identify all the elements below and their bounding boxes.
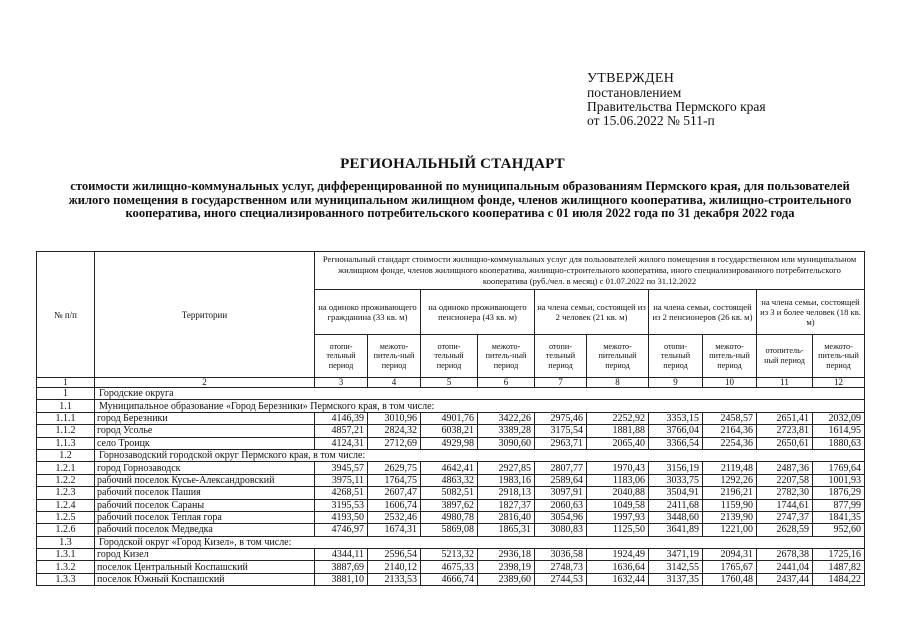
cost-value: 2963,71 (535, 437, 587, 449)
table-row (37, 437, 865, 449)
cost-value: 3142,55 (649, 561, 703, 573)
column-number: 4 (368, 378, 421, 388)
column-number: 7 (535, 378, 587, 388)
cost-value: 3080,83 (535, 524, 587, 536)
cost-value: 2936,18 (478, 549, 535, 561)
cost-value: 1487,82 (813, 561, 865, 573)
section-row (37, 536, 865, 548)
territory-name: село Троицк (95, 437, 315, 449)
cost-value: 2441,04 (757, 561, 813, 573)
document-subtitle: стоимости жилищно-коммунальных услуг, дифференцированной по муниципальным образованиям Пермского края, для пользователей жилого помещения в государственном или муниципальном жилищном фонде, членов жилищного кооператива, жилищно-строительного кооператива, иного специализированного потребительского кооператива с 01 июля 2022 года по 31 декабря 2022 года (68, 179, 852, 220)
territory-name: поселок Центральный Коспашский (95, 561, 315, 573)
cost-value: 1614,95 (813, 425, 865, 437)
territory-name: рабочий поселок Медведка (95, 524, 315, 536)
section-title: Горнозаводский городской округ Пермского края, в том числе: (95, 449, 865, 461)
cost-value: 5213,32 (421, 549, 478, 561)
cost-value: 2607,47 (368, 487, 421, 499)
cost-value: 1970,43 (587, 462, 649, 474)
cost-value: 1484,22 (813, 573, 865, 585)
table-row (37, 524, 865, 536)
cost-value: 4746,97 (315, 524, 368, 536)
cost-value: 1983,16 (478, 474, 535, 486)
cost-value: 3036,58 (535, 549, 587, 561)
row-code: 1.3 (37, 536, 95, 548)
column-number-row (37, 378, 865, 388)
header-period: межото-пительный период (587, 335, 649, 378)
section-title: Муниципальное образование «Город Березники» Пермского края, в том числе: (95, 400, 865, 412)
cost-value: 3389,28 (478, 425, 535, 437)
territory-name: поселок Южный Коспашский (95, 573, 315, 585)
cost-value: 2207,58 (757, 474, 813, 486)
cost-value: 2782,30 (757, 487, 813, 499)
table-row (37, 474, 865, 486)
cost-value: 2252,92 (587, 412, 649, 424)
cost-value: 1769,64 (813, 462, 865, 474)
cost-value: 6038,21 (421, 425, 478, 437)
cost-value: 2678,38 (757, 549, 813, 561)
cost-value: 4863,32 (421, 474, 478, 486)
cost-value: 5869,08 (421, 524, 478, 536)
cost-value: 3137,35 (649, 573, 703, 585)
header-period: отопи-тельный период (315, 335, 368, 378)
cost-value: 4675,33 (421, 561, 478, 573)
cost-value: 3353,15 (649, 412, 703, 424)
cost-value: 2060,63 (535, 499, 587, 511)
column-number: 9 (649, 378, 703, 388)
cost-value: 1760,48 (703, 573, 757, 585)
cost-value: 2748,73 (535, 561, 587, 573)
cost-value: 2094,31 (703, 549, 757, 561)
header-period: межото-питель-ный период (703, 335, 757, 378)
cost-value: 1125,50 (587, 524, 649, 536)
column-number: 8 (587, 378, 649, 388)
cost-value: 2747,37 (757, 511, 813, 523)
section-title: Городской округ «Город Кизел», в том числе: (95, 536, 865, 548)
row-code: 1.2.3 (37, 487, 95, 499)
table-row (37, 487, 865, 499)
territory-name: рабочий поселок Пашия (95, 487, 315, 499)
row-code: 1.2.2 (37, 474, 95, 486)
cost-value: 1924,49 (587, 549, 649, 561)
cost-value: 3945,57 (315, 462, 368, 474)
cost-value: 4193,50 (315, 511, 368, 523)
section-row (37, 449, 865, 461)
table-row (37, 549, 865, 561)
cost-value: 3366,54 (649, 437, 703, 449)
cost-value: 952,60 (813, 524, 865, 536)
section-row (37, 400, 865, 412)
column-number: 11 (757, 378, 813, 388)
cost-value: 4666,74 (421, 573, 478, 585)
table-row (37, 499, 865, 511)
cost-value: 4901,76 (421, 412, 478, 424)
cost-value: 2458,57 (703, 412, 757, 424)
cost-value: 2975,46 (535, 412, 587, 424)
cost-value: 3881,10 (315, 573, 368, 585)
table-row (37, 561, 865, 573)
header-territory: Территории (95, 252, 315, 378)
header-period: межото-питель-ный период (813, 335, 865, 378)
cost-value: 4146,39 (315, 412, 368, 424)
cost-value: 3097,91 (535, 487, 587, 499)
cost-value: 2629,75 (368, 462, 421, 474)
cost-value: 1636,64 (587, 561, 649, 573)
row-code: 1.2.5 (37, 511, 95, 523)
territory-name: город Березники (95, 412, 315, 424)
row-code: 1 (37, 388, 95, 400)
cost-value: 3195,53 (315, 499, 368, 511)
table-row (37, 573, 865, 585)
header-category: на члена семьи, состоящей из 2 человек (21 кв. м) (535, 290, 649, 335)
approval-block (587, 72, 887, 128)
section-row (37, 388, 865, 400)
cost-value: 2816,40 (478, 511, 535, 523)
cost-value: 1725,16 (813, 549, 865, 561)
header-period: отопи-тельный период (421, 335, 478, 378)
cost-value: 2398,19 (478, 561, 535, 573)
territory-name: город Горнозаводск (95, 462, 315, 474)
standard-table-wrapper (36, 251, 864, 586)
cost-value: 2411,68 (649, 499, 703, 511)
cost-value: 2532,46 (368, 511, 421, 523)
cost-value: 1632,44 (587, 573, 649, 585)
cost-value: 3156,19 (649, 462, 703, 474)
cost-value: 1765,67 (703, 561, 757, 573)
row-code: 1.1 (37, 400, 95, 412)
cost-value: 3175,54 (535, 425, 587, 437)
cost-value: 3766,04 (649, 425, 703, 437)
cost-value: 3010,96 (368, 412, 421, 424)
cost-value: 2119,48 (703, 462, 757, 474)
cost-value: 2140,12 (368, 561, 421, 573)
cost-value: 2650,61 (757, 437, 813, 449)
cost-value: 3054,96 (535, 511, 587, 523)
header-category: на одиноко проживающего гражданина (33 кв. м) (315, 290, 421, 335)
cost-value: 3975,11 (315, 474, 368, 486)
cost-value: 4642,41 (421, 462, 478, 474)
cost-value: 1001,93 (813, 474, 865, 486)
header-category: на члена семьи, состоящей из 3 и более человек (18 кв. м) (757, 290, 865, 335)
row-code: 1.2 (37, 449, 95, 461)
cost-value: 4980,78 (421, 511, 478, 523)
cost-value: 2807,77 (535, 462, 587, 474)
cost-value: 3641,89 (649, 524, 703, 536)
section-title: Городские округа (95, 388, 865, 400)
cost-value: 3422,26 (478, 412, 535, 424)
column-number: 5 (421, 378, 478, 388)
cost-value: 2744,53 (535, 573, 587, 585)
header-number: № п/п (37, 252, 95, 378)
territory-name: город Кизел (95, 549, 315, 561)
cost-value: 4124,31 (315, 437, 368, 449)
cost-value: 4857,21 (315, 425, 368, 437)
cost-value: 2651,41 (757, 412, 813, 424)
table-row (37, 425, 865, 437)
cost-value: 4268,51 (315, 487, 368, 499)
cost-value: 2824,32 (368, 425, 421, 437)
standard-table (36, 251, 865, 586)
cost-value: 3504,91 (649, 487, 703, 499)
territory-name: рабочий поселок Сараны (95, 499, 315, 511)
row-code: 1.1.2 (37, 425, 95, 437)
header-period: отопи-тельный период (649, 335, 703, 378)
cost-value: 1744,61 (757, 499, 813, 511)
cost-value: 1049,58 (587, 499, 649, 511)
cost-value: 3471,19 (649, 549, 703, 561)
cost-value: 3897,62 (421, 499, 478, 511)
header-period: межото-питель-ный период (478, 335, 535, 378)
cost-value: 1221,00 (703, 524, 757, 536)
cost-value: 2628,59 (757, 524, 813, 536)
cost-value: 1827,37 (478, 499, 535, 511)
cost-value: 2164,36 (703, 425, 757, 437)
cost-value: 5082,51 (421, 487, 478, 499)
cost-value: 3887,69 (315, 561, 368, 573)
cost-value: 2918,13 (478, 487, 535, 499)
header-main: Региональный стандарт стоимости жилищно-коммунальных услуг для пользователей жилого помещения в государственном или муниципальном жилищном фонде, членов жилищного кооператива, жилищно-строительного кооператива, иного специализированного потребительского кооператива (руб./чел. в месяц) с 01.07.2022 по 31.12.2022 (315, 252, 865, 290)
table-row (37, 462, 865, 474)
row-code: 1.3.3 (37, 573, 95, 585)
cost-value: 2589,64 (535, 474, 587, 486)
cost-value: 2927,85 (478, 462, 535, 474)
cost-value: 1159,90 (703, 499, 757, 511)
table-row (37, 511, 865, 523)
document-title: РЕГИОНАЛЬНЫЙ СТАНДАРТ (340, 156, 565, 172)
cost-value: 1881,88 (587, 425, 649, 437)
row-code: 1.2.1 (37, 462, 95, 474)
row-code: 1.1.3 (37, 437, 95, 449)
header-period: отопитель-ный период (757, 335, 813, 378)
cost-value: 1841,35 (813, 511, 865, 523)
cost-value: 2487,36 (757, 462, 813, 474)
approval-line-4: от 15.06.2022 № 511-п (587, 113, 715, 128)
cost-value: 1876,29 (813, 487, 865, 499)
row-code: 1.3.2 (37, 561, 95, 573)
column-number: 3 (315, 378, 368, 388)
cost-value: 1292,26 (703, 474, 757, 486)
header-period: межото-питель-ный период (368, 335, 421, 378)
cost-value: 3033,75 (649, 474, 703, 486)
cost-value: 2254,36 (703, 437, 757, 449)
column-number: 12 (813, 378, 865, 388)
header-period: отопи-тельный период (535, 335, 587, 378)
row-code: 1.2.4 (37, 499, 95, 511)
cost-value: 1183,06 (587, 474, 649, 486)
column-number: 10 (703, 378, 757, 388)
cost-value: 4929,98 (421, 437, 478, 449)
cost-value: 1880,63 (813, 437, 865, 449)
approval-line-3: Правительства Пермского края (587, 99, 766, 114)
row-code: 1.2.6 (37, 524, 95, 536)
cost-value: 2139,90 (703, 511, 757, 523)
row-code: 1.3.1 (37, 549, 95, 561)
cost-value: 1764,75 (368, 474, 421, 486)
cost-value: 1606,74 (368, 499, 421, 511)
cost-value: 3090,60 (478, 437, 535, 449)
column-number: 1 (37, 378, 95, 388)
cost-value: 1997,93 (587, 511, 649, 523)
row-code: 1.1.1 (37, 412, 95, 424)
cost-value: 877,99 (813, 499, 865, 511)
table-row (37, 412, 865, 424)
cost-value: 2196,21 (703, 487, 757, 499)
cost-value: 2040,88 (587, 487, 649, 499)
cost-value: 2065,40 (587, 437, 649, 449)
cost-value: 4344,11 (315, 549, 368, 561)
cost-value: 2437,44 (757, 573, 813, 585)
cost-value: 2389,60 (478, 573, 535, 585)
territory-name: рабочий поселок Кусье-Александровский (95, 474, 315, 486)
territory-name: город Усолье (95, 425, 315, 437)
cost-value: 1865,31 (478, 524, 535, 536)
cost-value: 2723,81 (757, 425, 813, 437)
cost-value: 3448,60 (649, 511, 703, 523)
cost-value: 2133,53 (368, 573, 421, 585)
header-category: на члена семьи, состоящей из 2 пенсионеров (26 кв. м) (649, 290, 757, 335)
cost-value: 2032,09 (813, 412, 865, 424)
header-category: на одиноко проживающего пенсионера (43 кв. м) (421, 290, 535, 335)
territory-name: рабочий поселок Теплая гора (95, 511, 315, 523)
cost-value: 1674,31 (368, 524, 421, 536)
column-number: 2 (95, 378, 315, 388)
column-number: 6 (478, 378, 535, 388)
table-body (37, 388, 865, 586)
approval-line-2: постановлением (587, 85, 682, 100)
cost-value: 2596,54 (368, 549, 421, 561)
approval-title: УТВЕРЖДЕН (587, 71, 675, 86)
cost-value: 2712,69 (368, 437, 421, 449)
